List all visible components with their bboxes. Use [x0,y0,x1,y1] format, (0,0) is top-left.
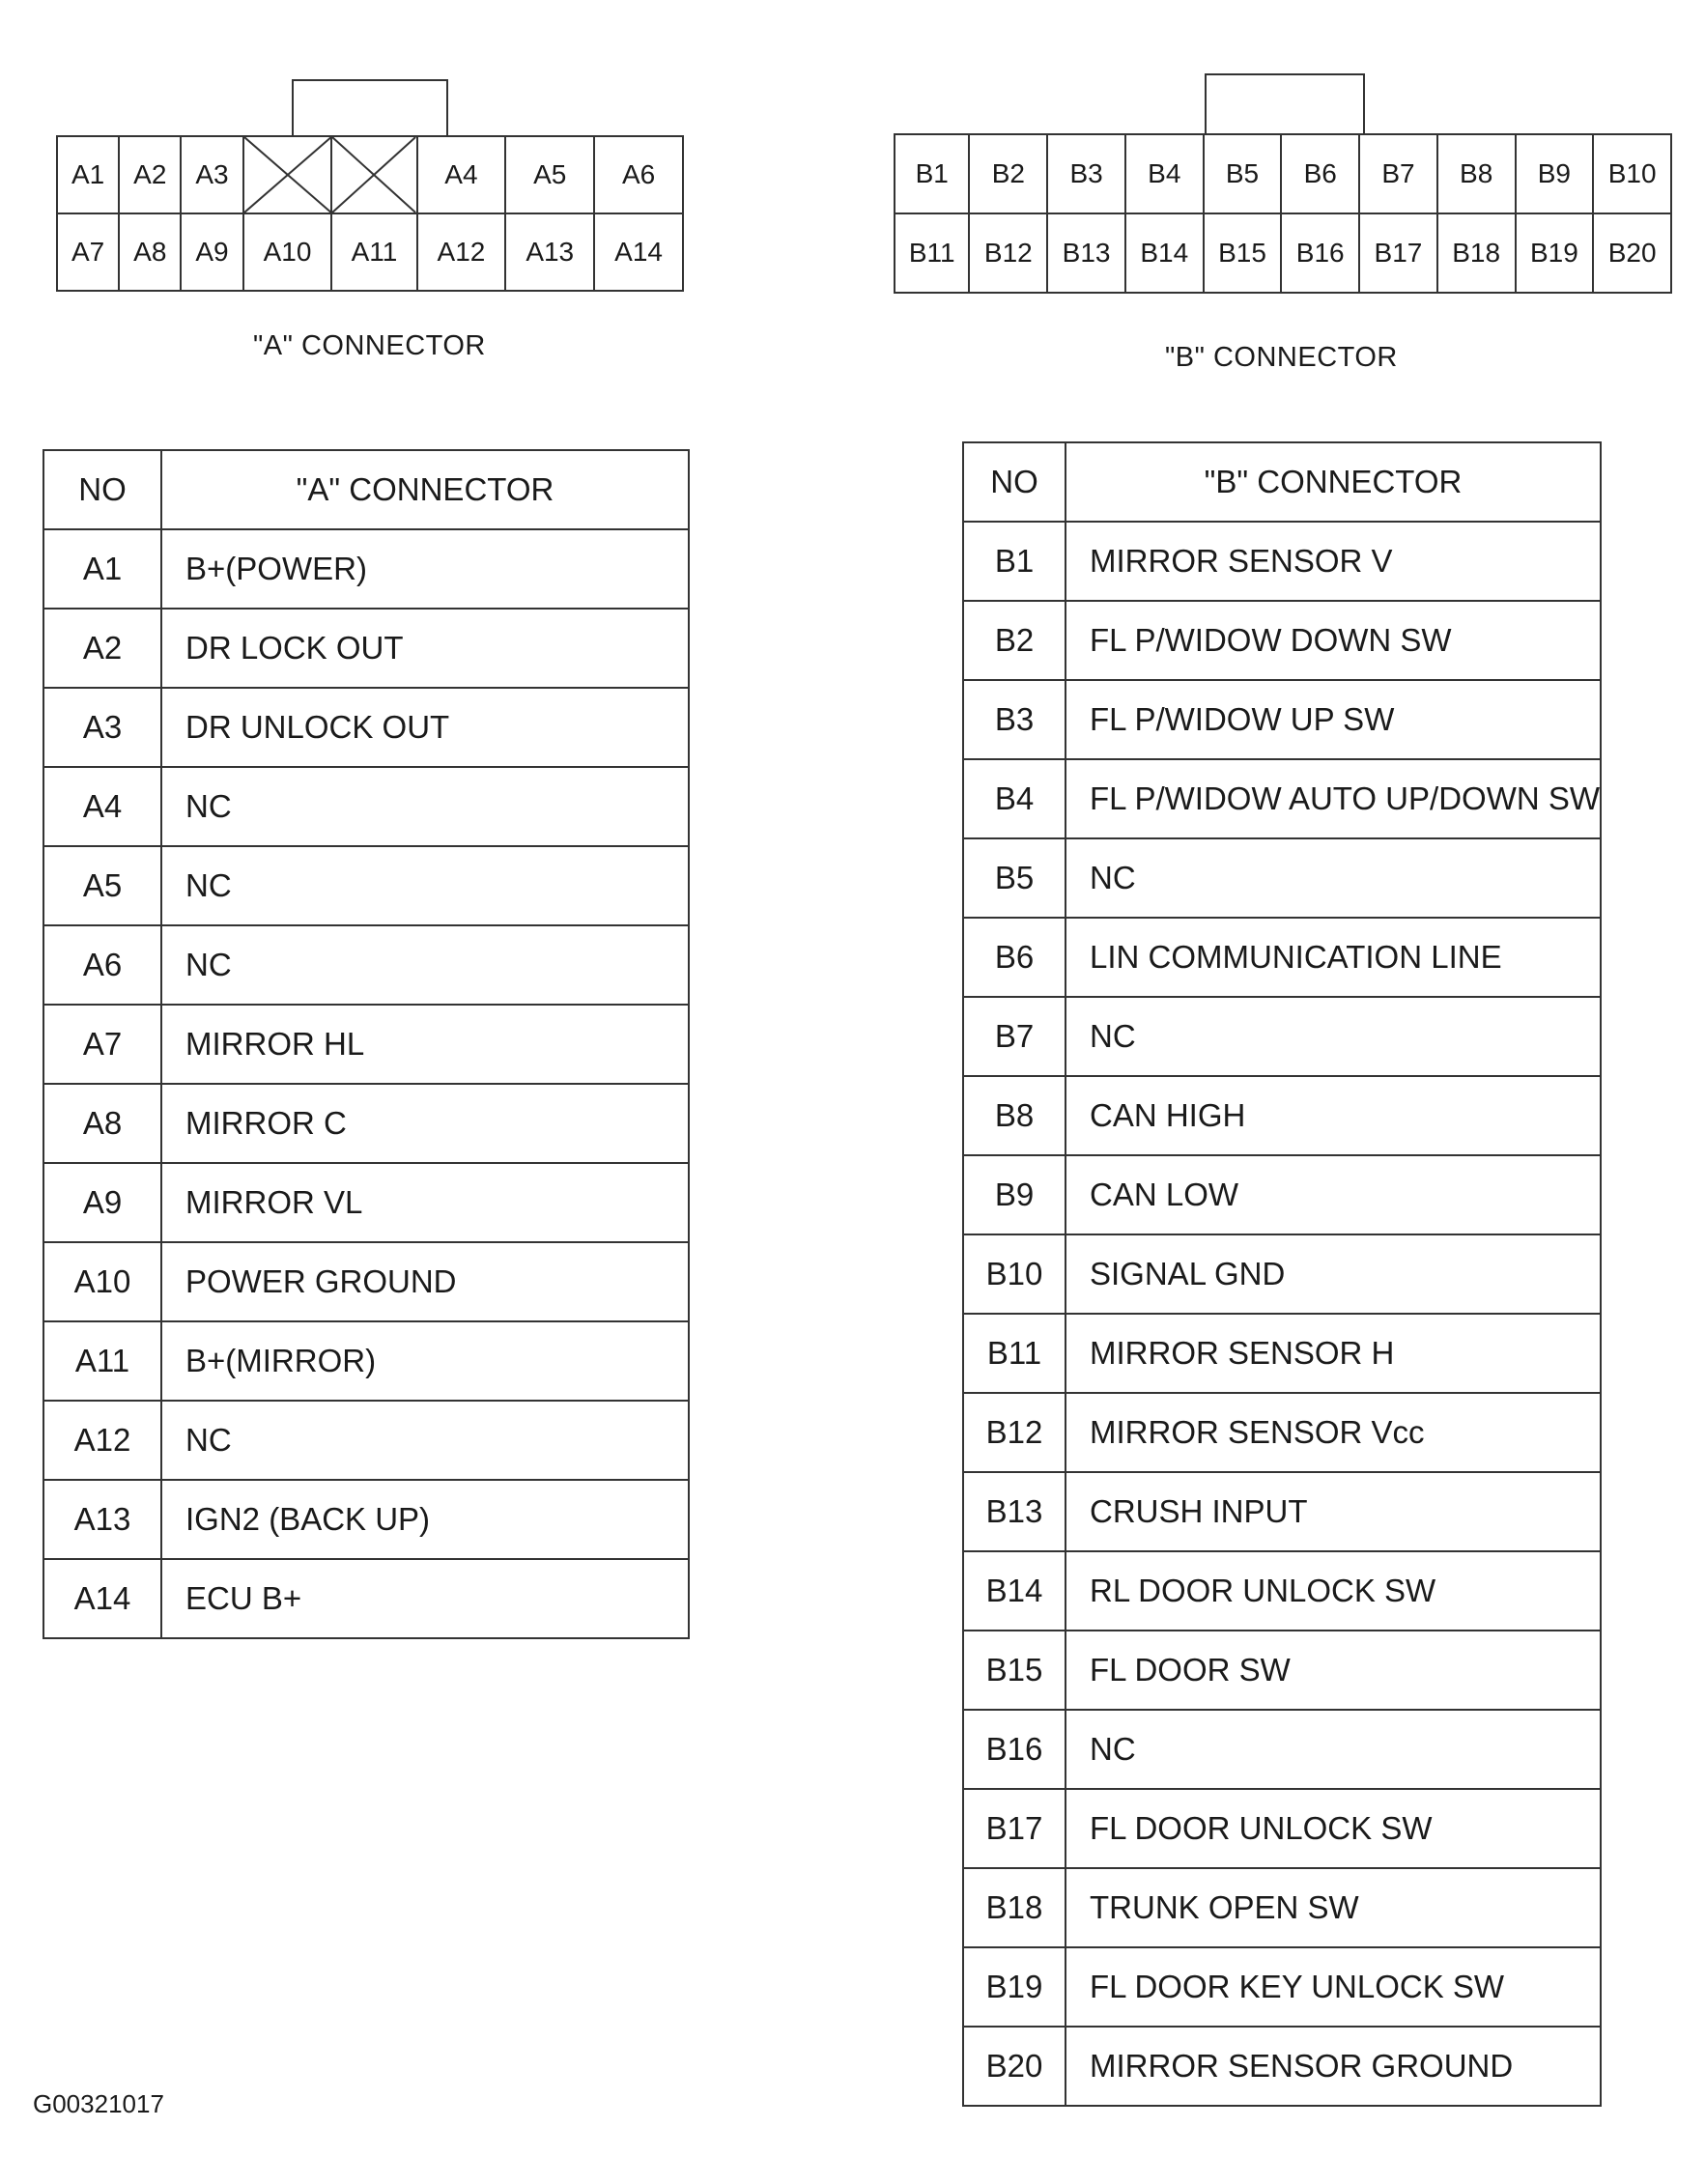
pin-description: ECU B+ [161,1559,689,1638]
pin-cell: A9 [181,213,242,291]
pin-description: MIRROR SENSOR GROUND [1066,2027,1601,2106]
table-row [43,1163,689,1242]
pin-description: FL P/WIDOW AUTO UP/DOWN SW [1066,759,1601,838]
pin-description: FL DOOR KEY UNLOCK SW [1066,1947,1601,2027]
pin-description: LIN COMMUNICATION LINE [1066,918,1601,997]
pin-number: A14 [43,1559,161,1638]
table-row [963,1631,1601,1710]
pin-number: B14 [963,1551,1066,1631]
pin-cell: B11 [895,213,969,293]
pin-cell: B2 [969,134,1047,213]
pin-cell: B12 [969,213,1047,293]
pin-description: RL DOOR UNLOCK SW [1066,1551,1601,1631]
table-row [963,759,1601,838]
pin-description: MIRROR VL [161,1163,689,1242]
pin-cell: B7 [1359,134,1437,213]
table-row [43,1559,689,1638]
pin-cell: B16 [1281,213,1359,293]
pin-description: NC [161,846,689,925]
pin-number: A6 [43,925,161,1005]
table-row [963,1551,1601,1631]
pin-number: B19 [963,1947,1066,2027]
pin-description: B+(MIRROR) [161,1321,689,1401]
pin-number: A3 [43,688,161,767]
pin-number: B16 [963,1710,1066,1789]
connector-b-caption: "B" CONNECTOR [1165,342,1398,373]
pin-cell: A14 [594,213,683,291]
table-row [963,1868,1601,1947]
pin-description: MIRROR HL [161,1005,689,1084]
connector-b-face [894,133,1672,294]
table-row [43,925,689,1005]
pin-description: CAN HIGH [1066,1076,1601,1155]
table-row [963,601,1601,680]
empty-pin-cavity [243,136,332,213]
pin-cell: A12 [417,213,506,291]
pin-cell: A1 [57,136,119,213]
table-row [43,1242,689,1321]
pin-number: A10 [43,1242,161,1321]
pin-number: A8 [43,1084,161,1163]
header-no: NO [963,442,1066,522]
table-row [963,997,1601,1076]
pin-cell: B17 [1359,213,1437,293]
pin-number: A1 [43,529,161,609]
pin-number: B12 [963,1393,1066,1472]
pin-cell: B9 [1516,134,1594,213]
pin-number: B8 [963,1076,1066,1155]
pin-description: CRUSH INPUT [1066,1472,1601,1551]
table-row [963,1314,1601,1393]
connector-b-latch [1205,73,1365,135]
pin-cell: A4 [417,136,506,213]
pin-description: CAN LOW [1066,1155,1601,1234]
connector-b-pin-table [962,441,1602,2107]
pin-number: B18 [963,1868,1066,1947]
pin-number: B9 [963,1155,1066,1234]
table-row [43,609,689,688]
pin-grid-row [57,136,683,213]
figure-id: G00321017 [33,2089,164,2118]
pin-description: B+(POWER) [161,529,689,609]
pin-grid-row [895,134,1671,213]
pin-number: B5 [963,838,1066,918]
pin-number: B15 [963,1631,1066,1710]
pin-number: A9 [43,1163,161,1242]
pin-description: DR LOCK OUT [161,609,689,688]
pin-number: A4 [43,767,161,846]
cross-icon [244,137,331,213]
connector-a-caption: "A" CONNECTOR [253,330,486,361]
pin-description: NC [161,925,689,1005]
pin-description: NC [1066,1710,1601,1789]
pin-cell: A7 [57,213,119,291]
pin-description: SIGNAL GND [1066,1234,1601,1314]
empty-pin-cavity [331,136,416,213]
table-row [963,680,1601,759]
pin-cell: A5 [505,136,594,213]
pin-number: B17 [963,1789,1066,1868]
pin-cell: B1 [895,134,969,213]
pin-description: FL P/WIDOW UP SW [1066,680,1601,759]
pin-description: NC [1066,997,1601,1076]
pin-number: B1 [963,522,1066,601]
pin-number: B4 [963,759,1066,838]
pin-cell: B13 [1047,213,1125,293]
table-row [43,529,689,609]
table-row [963,1234,1601,1314]
pin-number: B3 [963,680,1066,759]
pin-cell: B10 [1593,134,1671,213]
pin-number: A12 [43,1401,161,1480]
pin-description: NC [1066,838,1601,918]
pin-number: B13 [963,1472,1066,1551]
pin-cell: B3 [1047,134,1125,213]
pin-description: POWER GROUND [161,1242,689,1321]
pin-description: FL P/WIDOW DOWN SW [1066,601,1601,680]
pin-number: A7 [43,1005,161,1084]
pin-description: MIRROR C [161,1084,689,1163]
pin-number: A5 [43,846,161,925]
pin-number: B7 [963,997,1066,1076]
table-header-row [963,442,1601,522]
table-row [963,1076,1601,1155]
pin-description: MIRROR SENSOR Vcc [1066,1393,1601,1472]
table-row [43,1321,689,1401]
pin-grid-row [57,213,683,291]
table-row [963,1155,1601,1234]
pin-cell: B8 [1437,134,1516,213]
table-row [43,1480,689,1559]
table-header-row [43,450,689,529]
pin-number: B11 [963,1314,1066,1393]
pin-cell: B5 [1204,134,1282,213]
pin-cell: B20 [1593,213,1671,293]
pin-description: NC [161,767,689,846]
table-row [43,1005,689,1084]
pin-cell: B4 [1125,134,1204,213]
pin-description: DR UNLOCK OUT [161,688,689,767]
pin-description: IGN2 (BACK UP) [161,1480,689,1559]
table-row [963,1789,1601,1868]
pin-description: MIRROR SENSOR V [1066,522,1601,601]
table-row [963,1472,1601,1551]
pin-cell: A6 [594,136,683,213]
table-row [963,1393,1601,1472]
table-row [963,522,1601,601]
pin-description: NC [161,1401,689,1480]
table-row [963,2027,1601,2106]
pin-description: FL DOOR UNLOCK SW [1066,1789,1601,1868]
table-row [43,688,689,767]
pin-number: A2 [43,609,161,688]
header-connector: "A" CONNECTOR [161,450,689,529]
table-row [43,846,689,925]
pin-description: MIRROR SENSOR H [1066,1314,1601,1393]
pin-cell: B18 [1437,213,1516,293]
pin-number: A13 [43,1480,161,1559]
pin-number: B6 [963,918,1066,997]
pin-cell: A10 [243,213,332,291]
pin-cell: A3 [181,136,242,213]
pin-cell: B19 [1516,213,1594,293]
pin-number: B10 [963,1234,1066,1314]
table-row [43,1084,689,1163]
table-row [43,767,689,846]
pin-cell: A8 [119,213,181,291]
connector-a-face [56,135,684,292]
table-row [963,918,1601,997]
connector-a-latch [292,79,448,137]
cross-icon [332,137,415,213]
pin-cell: A2 [119,136,181,213]
pin-grid-row [895,213,1671,293]
pin-number: B20 [963,2027,1066,2106]
table-row [963,1947,1601,2027]
pin-cell: B15 [1204,213,1282,293]
pin-description: TRUNK OPEN SW [1066,1868,1601,1947]
pin-cell: B6 [1281,134,1359,213]
pin-description: FL DOOR SW [1066,1631,1601,1710]
header-connector: "B" CONNECTOR [1066,442,1601,522]
pin-cell: A13 [505,213,594,291]
pin-cell: A11 [331,213,416,291]
table-row [963,1710,1601,1789]
header-no: NO [43,450,161,529]
pin-number: B2 [963,601,1066,680]
table-row [963,838,1601,918]
connector-a-pin-table [43,449,690,1639]
pin-cell: B14 [1125,213,1204,293]
table-row [43,1401,689,1480]
pin-number: A11 [43,1321,161,1401]
